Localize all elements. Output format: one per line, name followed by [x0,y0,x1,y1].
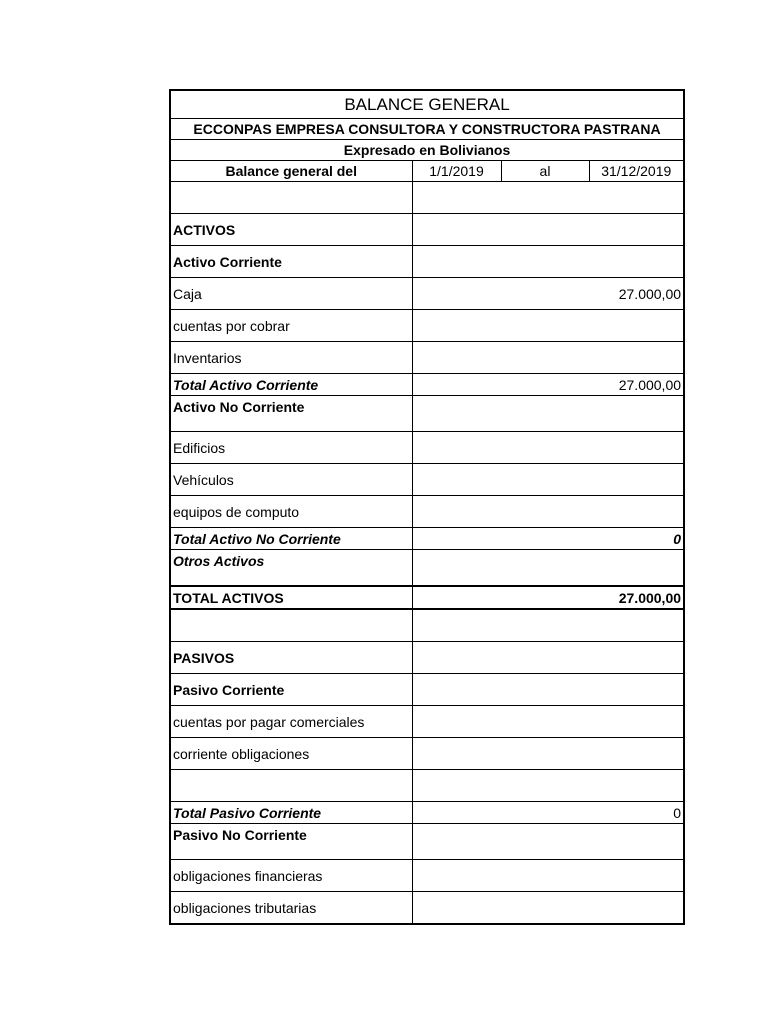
row-label: Inventarios [170,342,412,374]
row-label: Edificios [170,432,412,464]
table-row [170,674,684,706]
total-label: Total Activo No Corriente [170,528,412,550]
table-row [170,586,684,609]
company-name: ECCONPAS EMPRESA CONSULTORA Y CONSTRUCTORA PASTRANA [170,119,684,140]
row-value [412,824,684,860]
section-heading-activos: ACTIVOS [170,214,412,246]
table-row [170,310,684,342]
row-value [412,609,684,642]
table-row [170,342,684,374]
balance-sheet [169,89,683,925]
table-row [170,278,684,310]
row-value [412,246,684,278]
date-from: 1/1/2019 [412,161,501,182]
table-row [170,642,684,674]
table-row [170,464,684,496]
date-connector: al [501,161,589,182]
row-label: equipos de computo [170,496,412,528]
table-row [170,374,684,396]
total-label: Total Activo Corriente [170,374,412,396]
table-row [170,214,684,246]
subsection-heading: Pasivo No Corriente [170,824,412,860]
subsection-heading: Activo No Corriente [170,396,412,432]
subsection-heading: Pasivo Corriente [170,674,412,706]
total-value: 0 [412,802,684,824]
row-value [412,738,684,770]
row-value [412,550,684,587]
table-row [170,824,684,860]
row-value [412,182,684,214]
section-heading-pasivos: PASIVOS [170,642,412,674]
row-label: obligaciones tributarias [170,892,412,925]
table-row [170,892,684,925]
row-value [412,432,684,464]
row-label [170,182,412,214]
subsection-heading: Otros Activos [170,550,412,587]
table-row [170,706,684,738]
row-value [412,770,684,802]
period-label: Balance general del [170,161,412,182]
row-value [412,674,684,706]
table-row [170,432,684,464]
table-row [170,246,684,278]
balance-table [169,89,685,925]
row-value [412,464,684,496]
total-value: 0 [412,528,684,550]
document-title: BALANCE GENERAL [170,90,684,119]
row-label: obligaciones financieras [170,860,412,892]
row-label: corriente obligaciones [170,738,412,770]
date-to: 31/12/2019 [589,161,684,182]
row-label [170,770,412,802]
table-row [170,528,684,550]
row-label [170,609,412,642]
table-row [170,770,684,802]
table-row [170,550,684,587]
table-row [170,802,684,824]
row-value [412,342,684,374]
row-value [412,214,684,246]
row-label: cuentas por pagar comerciales [170,706,412,738]
table-row [170,860,684,892]
row-value [412,310,684,342]
row-value [412,496,684,528]
table-row [170,738,684,770]
row-value [412,396,684,432]
subsection-heading: Activo Corriente [170,246,412,278]
table-row [170,609,684,642]
total-label: Total Pasivo Corriente [170,802,412,824]
row-value [412,892,684,925]
row-label: Caja [170,278,412,310]
grand-total-value: 27.000,00 [412,586,684,609]
total-value: 27.000,00 [412,374,684,396]
row-value [412,860,684,892]
row-label: cuentas por cobrar [170,310,412,342]
row-label: Vehículos [170,464,412,496]
table-row [170,396,684,432]
row-value [412,706,684,738]
row-value [412,642,684,674]
table-row [170,496,684,528]
currency-note: Expresado en Bolivianos [170,140,684,161]
row-value: 27.000,00 [412,278,684,310]
table-row [170,182,684,214]
grand-total-label: TOTAL ACTIVOS [170,586,412,609]
